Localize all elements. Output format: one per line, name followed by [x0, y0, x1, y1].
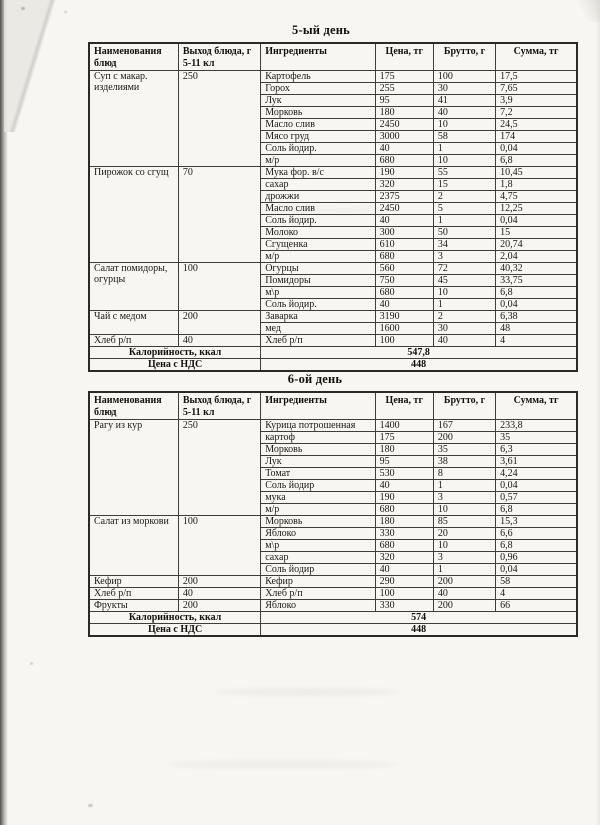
scan-speck — [88, 804, 93, 807]
footer-label-cell: Калорийность, ккал — [89, 346, 261, 358]
price-cell: 680 — [375, 286, 433, 298]
ingredient-name-cell: Соль йодир — [261, 563, 375, 575]
ingredient-name-cell: Заварка — [261, 310, 375, 322]
price-cell: 40 — [375, 214, 433, 226]
brutto-cell: 200 — [433, 599, 495, 611]
price-cell: 175 — [375, 431, 433, 443]
price-cell: 300 — [375, 226, 433, 238]
price-cell: 750 — [375, 274, 433, 286]
dish-name-cell: Хлеб р/п — [89, 334, 178, 346]
sum-cell: 24,5 — [496, 118, 577, 130]
dish-name-cell: Салат из моркови — [89, 515, 178, 575]
dish-portion-cell: 100 — [178, 262, 260, 310]
sum-cell: 20,74 — [496, 238, 577, 250]
price-cell: 290 — [375, 575, 433, 587]
footer-value-cell: 448 — [261, 623, 577, 636]
ingredient-name-cell: Картофель — [261, 70, 375, 82]
scan-speck — [21, 7, 25, 10]
ingredient-row — [89, 70, 577, 82]
sum-cell: 10,45 — [496, 166, 577, 178]
ingredient-row — [89, 599, 577, 611]
brutto-cell: 40 — [433, 334, 495, 346]
brutto-cell: 40 — [433, 587, 495, 599]
dish-name-cell: Фрукты — [89, 599, 178, 611]
price-cell: 180 — [375, 515, 433, 527]
brutto-cell: 38 — [433, 455, 495, 467]
price-cell: 40 — [375, 563, 433, 575]
ingredient-name-cell: Мука фор. в/с — [261, 166, 375, 178]
brutto-cell: 35 — [433, 443, 495, 455]
ingredient-name-cell: Молоко — [261, 226, 375, 238]
price-cell: 320 — [375, 551, 433, 563]
dish-name-cell: Чай с медом — [89, 310, 178, 334]
brutto-cell: 20 — [433, 527, 495, 539]
footer-value-cell: 547,8 — [261, 346, 577, 358]
sum-cell: 0,96 — [496, 551, 577, 563]
ingredient-row — [89, 262, 577, 274]
sum-cell: 6,6 — [496, 527, 577, 539]
sum-cell: 6,8 — [496, 503, 577, 515]
ingredient-name-cell: м\р — [261, 539, 375, 551]
column-header: Ингредиенты — [261, 43, 375, 70]
brutto-cell: 1 — [433, 479, 495, 491]
brutto-cell: 2 — [433, 310, 495, 322]
footer-value-cell: 448 — [261, 358, 577, 371]
ingredient-name-cell: Курица потрошенная — [261, 419, 375, 431]
brutto-cell: 167 — [433, 419, 495, 431]
sum-cell: 6,8 — [496, 154, 577, 166]
sum-cell: 33,75 — [496, 274, 577, 286]
day-5-title: 5-ый день — [292, 23, 350, 37]
price-cell: 530 — [375, 467, 433, 479]
sum-cell: 35 — [496, 431, 577, 443]
brutto-cell: 100 — [433, 70, 495, 82]
ingredient-name-cell: м\р — [261, 286, 375, 298]
brutto-cell: 10 — [433, 118, 495, 130]
brutto-cell: 10 — [433, 286, 495, 298]
ingredient-name-cell: мука — [261, 491, 375, 503]
ingredient-name-cell: Лук — [261, 455, 375, 467]
column-header: Ингредиенты — [261, 392, 375, 419]
ingredient-name-cell: Соль йодир. — [261, 214, 375, 226]
brutto-cell: 1 — [433, 563, 495, 575]
ingredient-name-cell: Морковь — [261, 515, 375, 527]
ingredient-row — [89, 419, 577, 431]
scan-speck — [30, 662, 33, 665]
sum-cell: 0,04 — [496, 563, 577, 575]
ingredient-name-cell: сахар — [261, 178, 375, 190]
sum-cell: 2,04 — [496, 250, 577, 262]
sum-cell: 15,3 — [496, 515, 577, 527]
ingredient-name-cell: Хлеб р/п — [261, 587, 375, 599]
column-header: Наименования блюд — [89, 392, 178, 419]
sum-cell: 1,8 — [496, 178, 577, 190]
brutto-cell: 2 — [433, 190, 495, 202]
price-cell: 320 — [375, 178, 433, 190]
ingredient-name-cell: Яблоко — [261, 527, 375, 539]
scan-right-edge-shadow — [596, 0, 600, 825]
price-cell: 680 — [375, 503, 433, 515]
dish-portion-cell: 250 — [178, 70, 260, 166]
dish-portion-cell: 200 — [178, 599, 260, 611]
footer-row — [89, 358, 577, 371]
brutto-cell: 41 — [433, 94, 495, 106]
ingredient-name-cell: Хлеб р/п — [261, 334, 375, 346]
brutto-cell: 58 — [433, 130, 495, 142]
dish-name-cell: Пирожок со сгущ — [89, 166, 178, 262]
sum-cell: 0,57 — [496, 491, 577, 503]
price-cell: 95 — [375, 455, 433, 467]
ingredient-name-cell: м/р — [261, 154, 375, 166]
menu-table-day-6 — [88, 391, 578, 637]
dish-name-cell: Кефир — [89, 575, 178, 587]
brutto-cell: 200 — [433, 575, 495, 587]
brutto-cell: 1 — [433, 214, 495, 226]
price-cell: 190 — [375, 166, 433, 178]
brutto-cell: 1 — [433, 142, 495, 154]
sum-cell: 6,38 — [496, 310, 577, 322]
brutto-cell: 34 — [433, 238, 495, 250]
brutto-cell: 72 — [433, 262, 495, 274]
sum-cell: 7,2 — [496, 106, 577, 118]
column-header: Сумма, тг — [496, 43, 577, 70]
footer-label-cell: Калорийность, ккал — [89, 611, 261, 623]
ingredient-name-cell: Мясо груд — [261, 130, 375, 142]
price-cell: 40 — [375, 479, 433, 491]
footer-row — [89, 346, 577, 358]
ingredient-name-cell: Сгущенка — [261, 238, 375, 250]
ingredient-row — [89, 515, 577, 527]
brutto-cell: 85 — [433, 515, 495, 527]
price-cell: 255 — [375, 82, 433, 94]
sum-cell: 4,75 — [496, 190, 577, 202]
price-cell: 180 — [375, 106, 433, 118]
price-cell: 3000 — [375, 130, 433, 142]
brutto-cell: 45 — [433, 274, 495, 286]
ingredient-name-cell: дрожжи — [261, 190, 375, 202]
ingredient-name-cell: Яблоко — [261, 599, 375, 611]
column-header: Брутто, г — [433, 392, 495, 419]
price-cell: 1400 — [375, 419, 433, 431]
brutto-cell: 10 — [433, 539, 495, 551]
menu-table-day-5 — [88, 42, 578, 372]
ingredient-name-cell: м/р — [261, 250, 375, 262]
dish-portion-cell: 70 — [178, 166, 260, 262]
footer-label-cell: Цена с НДС — [89, 623, 261, 636]
price-cell: 330 — [375, 599, 433, 611]
sum-cell: 0,04 — [496, 142, 577, 154]
price-cell: 2375 — [375, 190, 433, 202]
brutto-cell: 1 — [433, 298, 495, 310]
sum-cell: 0,04 — [496, 214, 577, 226]
price-cell: 95 — [375, 94, 433, 106]
scan-speck — [64, 11, 67, 13]
ingredient-name-cell: м/р — [261, 503, 375, 515]
brutto-cell: 10 — [433, 154, 495, 166]
dish-portion-cell: 200 — [178, 310, 260, 334]
sum-cell: 174 — [496, 130, 577, 142]
sum-cell: 0,04 — [496, 298, 577, 310]
ingredient-name-cell: Лук — [261, 94, 375, 106]
brutto-cell: 15 — [433, 178, 495, 190]
sum-cell: 233,8 — [496, 419, 577, 431]
footer-label-cell: Цена с НДС — [89, 358, 261, 371]
sum-cell: 4 — [496, 334, 577, 346]
price-cell: 190 — [375, 491, 433, 503]
sum-cell: 17,5 — [496, 70, 577, 82]
ingredient-name-cell: мед — [261, 322, 375, 334]
column-header: Сумма, тг — [496, 392, 577, 419]
price-cell: 560 — [375, 262, 433, 274]
price-cell: 100 — [375, 334, 433, 346]
dish-portion-cell: 40 — [178, 587, 260, 599]
scan-smudge — [168, 760, 398, 769]
scan-smudge — [215, 688, 400, 696]
ingredient-name-cell: картоф — [261, 431, 375, 443]
brutto-cell: 200 — [433, 431, 495, 443]
sum-cell: 66 — [496, 599, 577, 611]
ingredient-name-cell: Горох — [261, 82, 375, 94]
ingredient-name-cell: Помидоры — [261, 274, 375, 286]
price-cell: 175 — [375, 70, 433, 82]
sum-cell: 6,8 — [496, 539, 577, 551]
price-cell: 40 — [375, 298, 433, 310]
brutto-cell: 55 — [433, 166, 495, 178]
sum-cell: 6,8 — [496, 286, 577, 298]
day-6-title: 6-ой день — [287, 372, 343, 386]
price-cell: 680 — [375, 539, 433, 551]
ingredient-row — [89, 310, 577, 322]
dish-portion-cell: 100 — [178, 515, 260, 575]
price-cell: 1600 — [375, 322, 433, 334]
ingredient-name-cell: Морковь — [261, 106, 375, 118]
price-cell: 330 — [375, 527, 433, 539]
price-cell: 3190 — [375, 310, 433, 322]
sum-cell: 4 — [496, 587, 577, 599]
price-cell: 2450 — [375, 118, 433, 130]
sum-cell: 40,32 — [496, 262, 577, 274]
ingredient-name-cell: Масло слив — [261, 202, 375, 214]
brutto-cell: 10 — [433, 503, 495, 515]
sum-cell: 15 — [496, 226, 577, 238]
brutto-cell: 50 — [433, 226, 495, 238]
column-header: Цена, тг — [375, 43, 433, 70]
price-cell: 180 — [375, 443, 433, 455]
sum-cell: 48 — [496, 322, 577, 334]
price-cell: 2450 — [375, 202, 433, 214]
dish-portion-cell: 200 — [178, 575, 260, 587]
brutto-cell: 30 — [433, 322, 495, 334]
price-cell: 40 — [375, 142, 433, 154]
price-cell: 100 — [375, 587, 433, 599]
ingredient-name-cell: Соль йодир — [261, 479, 375, 491]
ingredient-name-cell: Томат — [261, 467, 375, 479]
price-cell: 680 — [375, 250, 433, 262]
column-header: Цена, тг — [375, 392, 433, 419]
column-header: Выход блюда, г 5-11 кл — [178, 43, 260, 70]
dish-name-cell: Суп с макар. изделиями — [89, 70, 178, 166]
sum-cell: 58 — [496, 575, 577, 587]
price-cell: 610 — [375, 238, 433, 250]
ingredient-name-cell: Соль йодир. — [261, 298, 375, 310]
dish-portion-cell: 40 — [178, 334, 260, 346]
ingredient-name-cell: Кефир — [261, 575, 375, 587]
brutto-cell: 30 — [433, 82, 495, 94]
ingredient-name-cell: Соль йодир. — [261, 142, 375, 154]
brutto-cell: 3 — [433, 551, 495, 563]
ingredient-name-cell: Огурцы — [261, 262, 375, 274]
header-row — [89, 392, 577, 419]
footer-value-cell: 574 — [261, 611, 577, 623]
ingredient-name-cell: Масло слив — [261, 118, 375, 130]
dish-name-cell: Рагу из кур — [89, 419, 178, 515]
dish-name-cell: Салат помидоры, огурцы — [89, 262, 178, 310]
page-fold-corner-artifact — [4, 0, 88, 132]
ingredient-name-cell: сахар — [261, 551, 375, 563]
sum-cell: 6,3 — [496, 443, 577, 455]
sum-cell: 7,65 — [496, 82, 577, 94]
sum-cell: 0,04 — [496, 479, 577, 491]
brutto-cell: 5 — [433, 202, 495, 214]
dish-name-cell: Хлеб р/п — [89, 587, 178, 599]
header-row — [89, 43, 577, 70]
ingredient-row — [89, 587, 577, 599]
sum-cell: 3,61 — [496, 455, 577, 467]
brutto-cell: 40 — [433, 106, 495, 118]
dish-portion-cell: 250 — [178, 419, 260, 515]
footer-row — [89, 611, 577, 623]
sum-cell: 12,25 — [496, 202, 577, 214]
ingredient-row — [89, 166, 577, 178]
ingredient-row — [89, 334, 577, 346]
column-header: Брутто, г — [433, 43, 495, 70]
brutto-cell: 8 — [433, 467, 495, 479]
column-header: Наименования блюд — [89, 43, 178, 70]
column-header: Выход блюда, г 5-11 кл — [178, 392, 260, 419]
price-cell: 680 — [375, 154, 433, 166]
sum-cell: 3,9 — [496, 94, 577, 106]
ingredient-name-cell: Морковь — [261, 443, 375, 455]
ingredient-row — [89, 575, 577, 587]
footer-row — [89, 623, 577, 636]
sum-cell: 4,24 — [496, 467, 577, 479]
brutto-cell: 3 — [433, 250, 495, 262]
brutto-cell: 3 — [433, 491, 495, 503]
